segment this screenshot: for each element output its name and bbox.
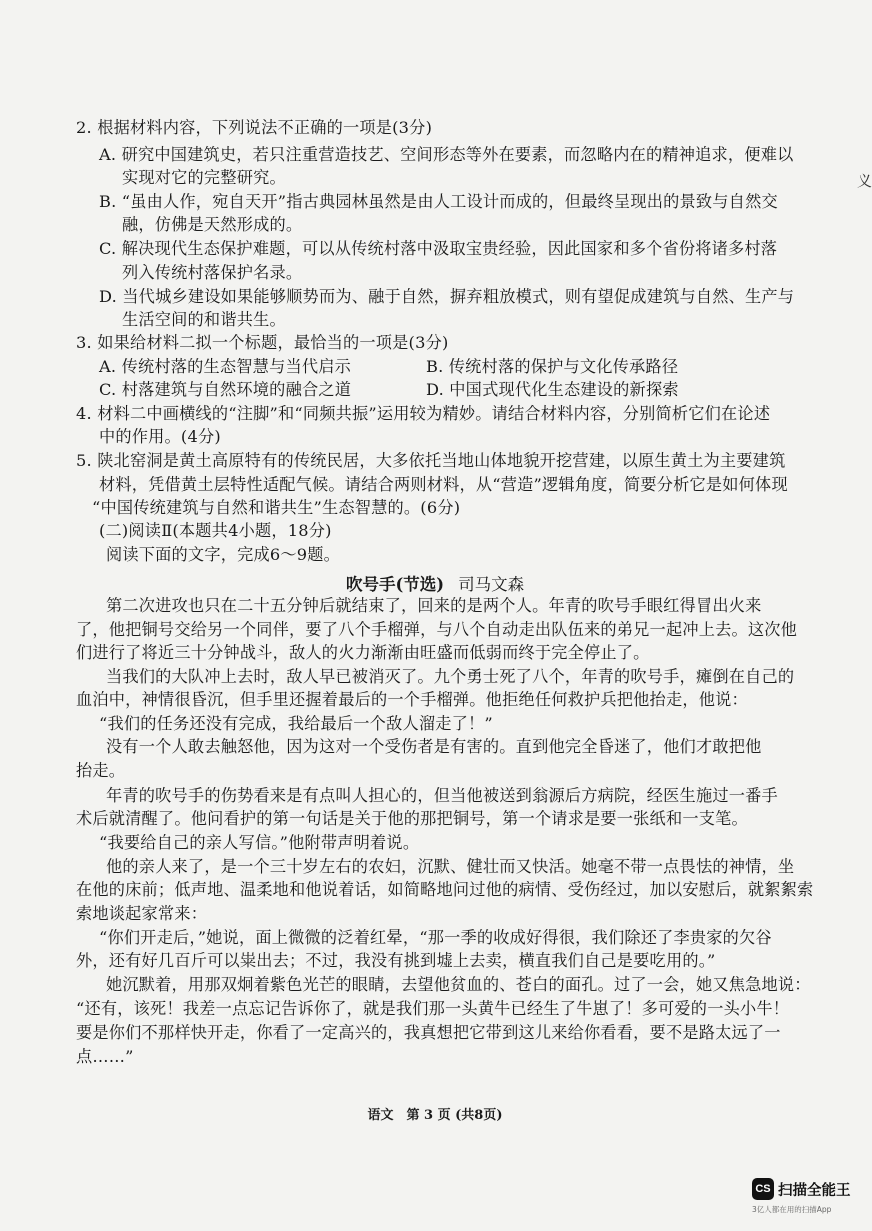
q2-option-d-line2: 生活空间的和谐共生。 bbox=[122, 310, 286, 329]
section-heading: (二)阅读Ⅱ(本题共4小题，18分) bbox=[99, 521, 332, 540]
q2-option-c-line1: C. 解决现代生态保护难题，可以从传统村落中汲取宝贵经验，因此国家和多个省份将诸多村落 bbox=[99, 239, 778, 258]
story-line: 她沉默着，用那双炯着紫色光芒的眼睛，去望他贫血的、苍白的面孔。过了一会，她又焦急地说： bbox=[106, 975, 811, 994]
story-line: 术后就清醒了。他问看护的第一句话是关于他的那把铜号，第一个请求是要一张纸和一支笔。 bbox=[76, 809, 748, 828]
story-title: 吹号手(节选) bbox=[345, 575, 445, 594]
q3-stem: 3. 如果给材料二拟一个标题，最恰当的一项是(3分) bbox=[76, 333, 449, 352]
story-line: “还有，该死！我差一点忘记告诉你了，就是我们那一头黄牛已经生了牛崽了！多可爱的一头小牛！ bbox=[76, 999, 790, 1018]
q2-option-d-line1: D. 当代城乡建设如果能够顺势而为、融于自然，摒弃粗放模式，则有望促成建筑与自然、生产与 bbox=[99, 287, 795, 306]
story-line: “我要给自己的亲人写信。”他附带声明着说。 bbox=[99, 833, 420, 852]
q5-line1: 5. 陕北窑洞是黄土高原特有的传统民居，大多依托当地山体地貌开挖营建，以原生黄土为主要建筑 bbox=[76, 451, 786, 470]
story-line: 们进行了将近三十分钟战斗，敌人的火力渐渐由旺盛而低弱而终于完全停止了。 bbox=[76, 643, 650, 662]
q2-option-b-line1: B. “虽由人作，宛自天开”指古典园林虽然是由人工设计而成的，但最终呈现出的景致与自然交 bbox=[99, 192, 778, 211]
story-author: 司马文森 bbox=[458, 575, 525, 594]
q5-line2: 材料，凭借黄土层特性适配气候。请结合两则材料，从“营造”逻辑角度，简要分析它是如何体现 bbox=[99, 475, 788, 494]
story-line: 当我们的大队冲上去时，敌人早已被消灭了。九个勇士死了八个，年青的吹号手，瘫倒在自己的 bbox=[106, 667, 795, 686]
page-footer: 语文 第 3 页 (共8页) bbox=[367, 1108, 503, 1123]
section-instruction: 阅读下面的文字，完成6～9题。 bbox=[106, 545, 341, 564]
q3-option-a: A. 传统村落的生态智慧与当代启示 bbox=[99, 357, 352, 376]
story-line: 他的亲人来了，是一个三十岁左右的农妇，沉默、健壮而又快活。她毫不带一点畏怯的神情，坐 bbox=[106, 857, 795, 876]
story-line: 抬走。 bbox=[76, 761, 126, 780]
q5-line3: “中国传统建筑与自然和谐共生”生态智慧的。(6分) bbox=[92, 498, 461, 517]
story-line: 血泊中，神情很昏沉，但手里还握着最后的一个手榴弹。他拒绝任何救护兵把他抬走，他说： bbox=[76, 690, 748, 709]
scanner-app-tagline: 3亿人都在用的扫描App bbox=[752, 1205, 832, 1214]
story-line: 年青的吹号手的伤势看来是有点叫人担心的，但当他被送到翁源后方病院，经医生施过一番手 bbox=[106, 786, 778, 805]
story-line: 外，还有好几百斤可以粜出去；不过，我没有挑到墟上去卖，横直我们自己是要吃用的。” bbox=[76, 951, 716, 970]
story-line: 索地谈起家常来： bbox=[76, 904, 208, 923]
margin-mark: 义 bbox=[857, 172, 872, 190]
q2-option-a-line2: 实现对它的完整研究。 bbox=[122, 168, 286, 187]
scanner-logo-icon: CS bbox=[752, 1178, 774, 1200]
q4-line2: 中的作用。(4分) bbox=[99, 427, 221, 446]
story-line: 在他的床前；低声地、温柔地和他说着话，如简略地问过他的病情、受伤经过，加以安慰后，就絮絮索 bbox=[76, 880, 814, 899]
q3-option-b: B. 传统村落的保护与文化传承路径 bbox=[426, 357, 679, 376]
story-line: 第二次进攻也只在二十五分钟后就结束了，回来的是两个人。年青的吹号手眼红得冒出火来 bbox=[106, 596, 762, 615]
story-line: 要是你们不那样快开走，你看了一定高兴的，我真想把它带到这儿来给你看看，要不是路太远了一 bbox=[76, 1023, 781, 1042]
q3-option-d: D. 中国式现代化生态建设的新探索 bbox=[426, 380, 679, 399]
story-line: “你们开走后，”她说，面上微微的泛着红晕，“那一季的收成好得很，我们除还了李贵家的欠谷 bbox=[99, 928, 772, 947]
q4-line1: 4. 材料二中画横线的“注脚”和“同频共振”运用较为精妙。请结合材料内容，分别简析它们在论述 bbox=[76, 404, 771, 423]
story-line: “我们的任务还没有完成，我给最后一个敌人溜走了！” bbox=[99, 714, 493, 733]
q2-option-a-line1: A. 研究中国建筑史，若只注重营造技艺、空间形态等外在要素，而忽略内在的精神追求，便难以 bbox=[99, 145, 794, 164]
story-title-row bbox=[0, 571, 870, 595]
q2-stem: 2. 根据材料内容，下列说法不正确的一项是(3分) bbox=[76, 118, 433, 137]
q2-option-b-line2: 融，仿佛是天然形成的。 bbox=[122, 215, 303, 234]
q2-option-c-line2: 列入传统村落保护名录。 bbox=[122, 263, 303, 282]
q3-option-c: C. 村落建筑与自然环境的融合之道 bbox=[99, 380, 352, 399]
scanner-app-name: 扫描全能王 bbox=[778, 1183, 851, 1199]
story-line: 没有一个人敢去触怒他，因为这对一个受伤者是有害的。直到他完全昏迷了，他们才敢把他 bbox=[106, 737, 762, 756]
story-line: 点……” bbox=[76, 1047, 134, 1066]
story-line: 了，他把铜号交给另一个同伴，要了八个手榴弹，与八个自动走出队伍来的弟兄一起冲上去。这次他 bbox=[76, 620, 798, 639]
